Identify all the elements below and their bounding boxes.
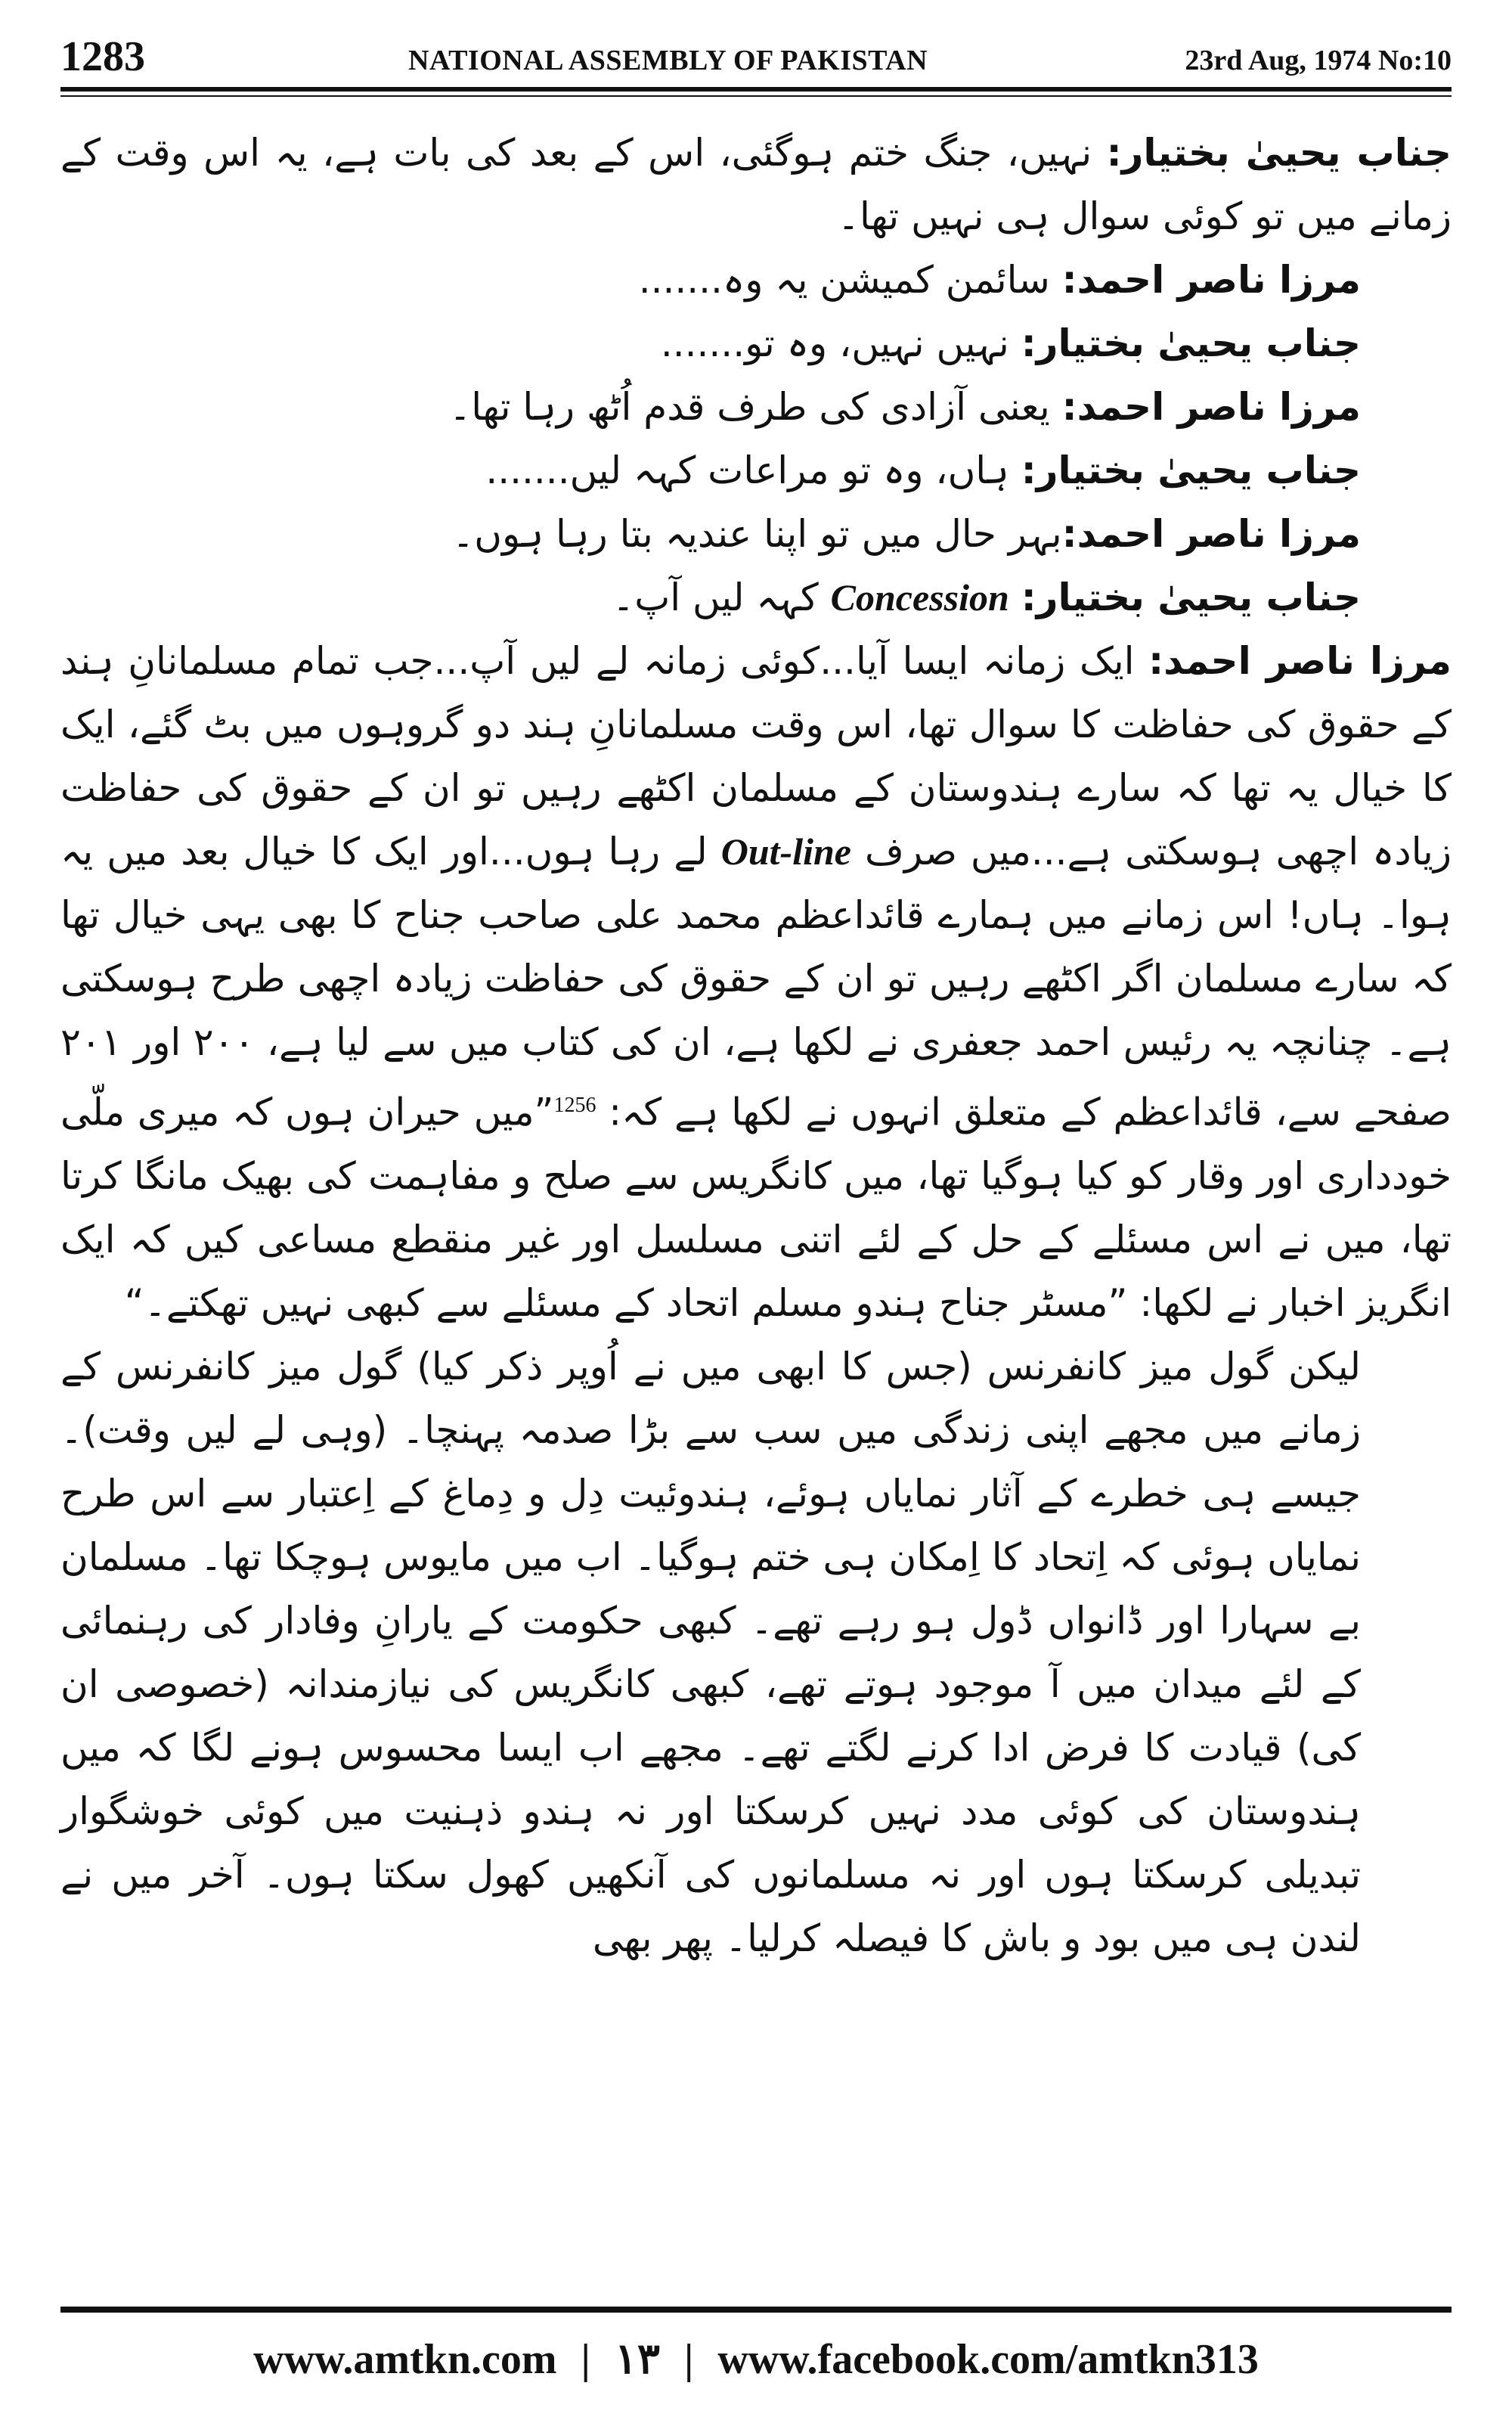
paragraph [60,248,1452,312]
footer-link-facebook[interactable]: www.facebook.com/amtkn313 [717,2336,1259,2383]
footnote-reference: 1256 [553,1094,596,1117]
paragraph [60,375,1452,439]
dialogue-text: کہہ لیں آپ۔ [612,576,831,619]
quotation-text: لیکن گول میز کانفرنس (جس کا ابھی میں نے اُوپر ذکر کیا) گول میز کانفرنس کے زمانے میں مجھے اپنی زندگی میں سب سے بڑا صدمہ پہنچا۔ (وہی لے لیں وقت)۔ جیسے ہی خطرے کے آثار نمایاں ہوئے، ہندوئیت دِل و دِماغ کے اِعتبار سے اس طرح نمایاں ہوئی کہ اِتحاد کا اِمکان ہی ختم ہوگیا۔ اب میں مایوس ہوچکا تھا۔ مسلمان بے سہارا اور ڈانواں ڈول ہو رہے تھے۔ کبھی حکومت کے یارانِ وفادار کی رہنمائی کے لئے میدان میں آ موجود ہوتے تھے، کبھی کانگریس کی نیازمندانہ (خصوصی ان کی) قیادت کا فرض ادا کرنے لگتے تھے۔ مجھے اب ایسا محسوس ہونے لگا کہ میں ہندوستان کی کوئی مدد نہیں کرسکتا اور نہ ہندو ذہنیت میں کوئی خوشگوار تبدیلی کرسکتا ہوں اور نہ مسلمانوں کی آنکھیں کھول سکتا ہوں۔ آخر میں نے لندن ہی میں بود و باش کا فیصلہ کرلیا۔ پھر بھی [60,1344,1361,1960]
paragraph [60,629,1452,1335]
dialogue-text: سائمن کمیشن یہ وہ....... [638,258,1062,302]
dialogue-text: ایک زمانہ ایسا آیا...کوئی زمانہ لے لیں آپ...جب تمام مسلمانانِ ہند کے حقوق کی حفاظت کا سوال تھا، اس وقت مسلمانانِ ہند دو گروہوں میں بٹ گئے، ایک کا خیال یہ تھا کہ سارے ہندوستان کے مسلمان اکٹھے رہیں تو ان کے حقوق کی حفاظت زیادہ اچھی ہوسکتی ہے...میں صرف [60,639,1452,873]
header-title: NATIONAL ASSEMBLY OF PAKISTAN [408,45,928,76]
dialogue-text: نہیں نہیں، وہ تو....... [660,321,1021,365]
header-rule-thick [60,87,1452,92]
dialogue-text: نہیں، جنگ ختم ہوگئی، اس کے بعد کی بات ہے، یہ اس وقت کے زمانے میں تو کوئی سوال ہی نہیں تھا۔ [60,131,1452,238]
quotation-text: ”میں حیران ہوں کہ میری ملّی خودداری اور وقار کو کیا ہوگیا تھا، میں کانگریس سے صلح و مفاہمت کی بھیک مانگا کرتا تھا، میں نے اس مسئلے کے حل کے لئے اتنی مسلسل اور غیر منقطع مساعی کیں کہ ایک انگریز اخبار نے لکھا: ”مسٹر جناح ہندو مسلم اتحاد کے مسئلے سے کبھی نہیں تھکتے۔“ [60,1090,1452,1325]
footer-separator: | [683,2336,694,2383]
paragraph [60,312,1452,375]
speaker-name: جناب یحییٰ بختیار: [1021,321,1361,365]
footer-separator: | [581,2336,590,2383]
footer-page-label: ۱۳ [614,2336,660,2383]
paragraph [60,566,1452,629]
dialogue-text: ہاں، وہ تو مراعات کہہ لیں....... [485,448,1021,492]
paragraph [60,439,1452,502]
paragraph [60,121,1452,248]
speaker-name: جناب یحییٰ بختیار: [1021,576,1361,619]
page-number: 1283 [60,33,145,80]
page-header [60,30,1452,83]
dialogue-text: لے رہا ہوں...اور ایک کا خیال بعد میں یہ ہوا۔ ہاں! اس زمانے میں ہمارے قائداعظم محمد علی صاحب جناح کا بھی یہی خیال تھا کہ سارے مسلمان اگر اکٹھے رہیں تو ان کے حقوق کی حفاظت زیادہ اچھی طرح ہوسکتی ہے۔ چنانچہ یہ رئیس احمد جعفری نے لکھا ہے، ان کی کتاب میں سے لیا ہے، ۲۰۰ اور ۲۰۱ صفحے سے، قائداعظم کے متعلق انہوں نے لکھا ہے کہ: [60,830,1452,1134]
header-rule-thin [60,95,1452,97]
paragraph [60,1335,1452,1970]
latin-term: Out-line [720,830,851,873]
footer-link-amtkn[interactable]: www.amtkn.com [253,2336,557,2383]
speaker-name: مرزا ناصر احمد: [1061,512,1361,556]
header-date: 23rd Aug, 1974 No:10 [1185,45,1452,76]
document-body [60,121,1452,2299]
speaker-name: جناب یحییٰ بختیار: [1021,448,1361,492]
dialogue-text: بہر حال میں تو اپنا عندیہ بتا رہا ہوں۔ [451,512,1062,556]
speaker-name: مرزا ناصر احمد: [1061,385,1361,429]
speaker-name: مرزا ناصر احمد: [1148,639,1452,683]
speaker-name: مرزا ناصر احمد: [1061,258,1361,302]
paragraph [60,502,1452,566]
footer-rule [60,2307,1452,2313]
speaker-name: جناب یحییٰ بختیار: [1106,131,1452,175]
page-footer [60,2329,1452,2390]
latin-term: Concession [830,576,1009,619]
dialogue-text: یعنی آزادی کی طرف قدم اُٹھ رہا تھا۔ [449,385,1062,429]
